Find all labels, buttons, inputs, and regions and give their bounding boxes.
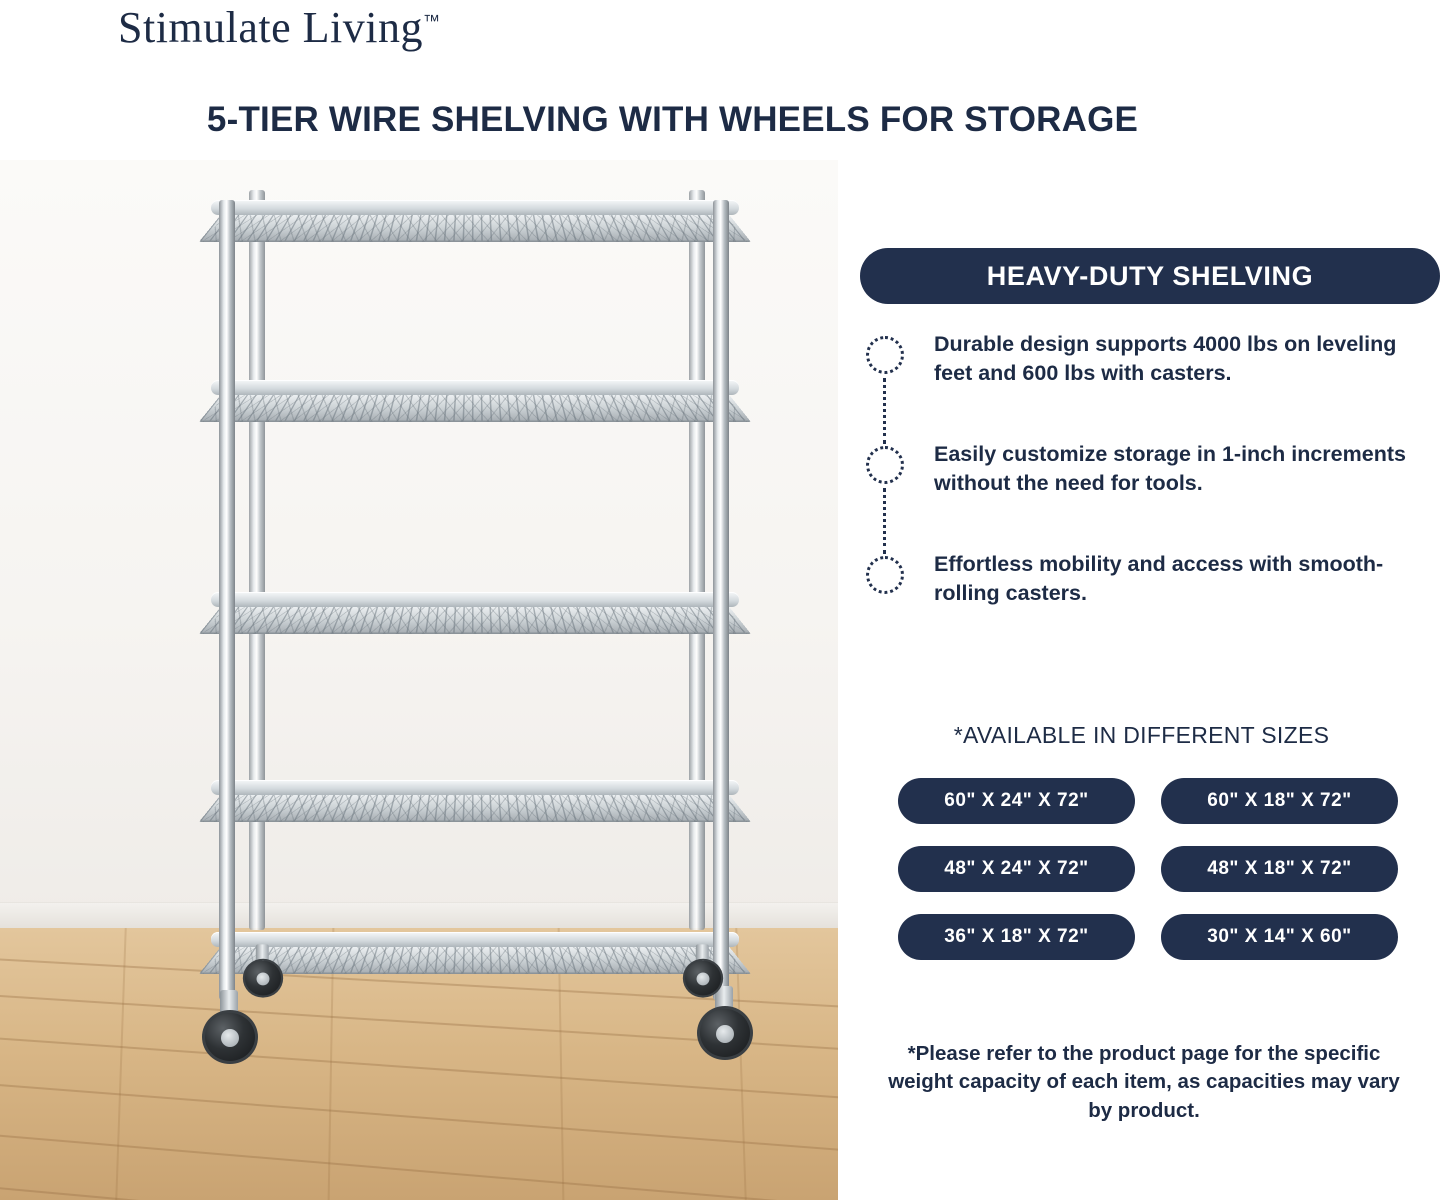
dotted-circle-icon xyxy=(866,336,904,374)
sizes-heading: *AVAILABLE IN DIFFERENT SIZES xyxy=(953,722,1330,748)
feature-list xyxy=(838,330,1445,660)
caster-front-left xyxy=(202,990,258,1064)
size-option[interactable]: 48" X 18" X 72" xyxy=(1161,846,1398,892)
front-left-post xyxy=(219,200,235,1000)
size-option[interactable]: 60" X 24" X 72" xyxy=(898,778,1135,824)
brand-name: Stimulate Living xyxy=(118,3,423,52)
size-option[interactable]: 48" X 24" X 72" xyxy=(898,846,1135,892)
size-options-grid xyxy=(898,778,1398,960)
brand-logo xyxy=(118,2,440,53)
size-option[interactable]: 30" X 14" X 60" xyxy=(1161,914,1398,960)
caster-rear-right xyxy=(683,944,723,997)
disclaimer-text: *Please refer to the product page for the specific weight capacity of each item, as capacities may vary by product. xyxy=(888,1042,1400,1122)
info-panel xyxy=(838,0,1445,1200)
size-option[interactable]: 36" X 18" X 72" xyxy=(898,914,1135,960)
feature-item xyxy=(838,330,1445,422)
dotted-connector-icon xyxy=(883,378,886,444)
shelf-tier-1 xyxy=(211,198,739,252)
shelf-tier-5 xyxy=(211,930,739,984)
page-title: 5-TIER WIRE SHELVING WITH WHEELS FOR STORAGE xyxy=(206,100,1139,139)
dotted-connector-icon xyxy=(883,488,886,554)
dotted-circle-icon xyxy=(866,446,904,484)
trademark-symbol: ™ xyxy=(422,11,441,31)
size-option[interactable]: 60" X 18" X 72" xyxy=(1161,778,1398,824)
feature-text: Easily customize storage in 1-inch increments without the need for tools. xyxy=(934,442,1406,496)
feature-text: Durable design supports 4000 lbs on leveling feet and 600 lbs with casters. xyxy=(934,332,1397,386)
feature-text: Effortless mobility and access with smooth-rolling casters. xyxy=(934,552,1384,606)
shelf-tier-3 xyxy=(211,590,739,644)
feature-item xyxy=(838,440,1445,532)
product-image xyxy=(0,160,838,1200)
shelf-tier-2 xyxy=(211,378,739,432)
caster-rear-left xyxy=(243,944,283,997)
front-right-post xyxy=(713,200,729,1000)
feature-item xyxy=(838,550,1445,642)
dotted-circle-icon xyxy=(866,556,904,594)
heavy-duty-badge: HEAVY-DUTY SHELVING xyxy=(860,248,1440,304)
shelf-tier-4 xyxy=(211,778,739,832)
shelving-unit xyxy=(205,190,765,1070)
